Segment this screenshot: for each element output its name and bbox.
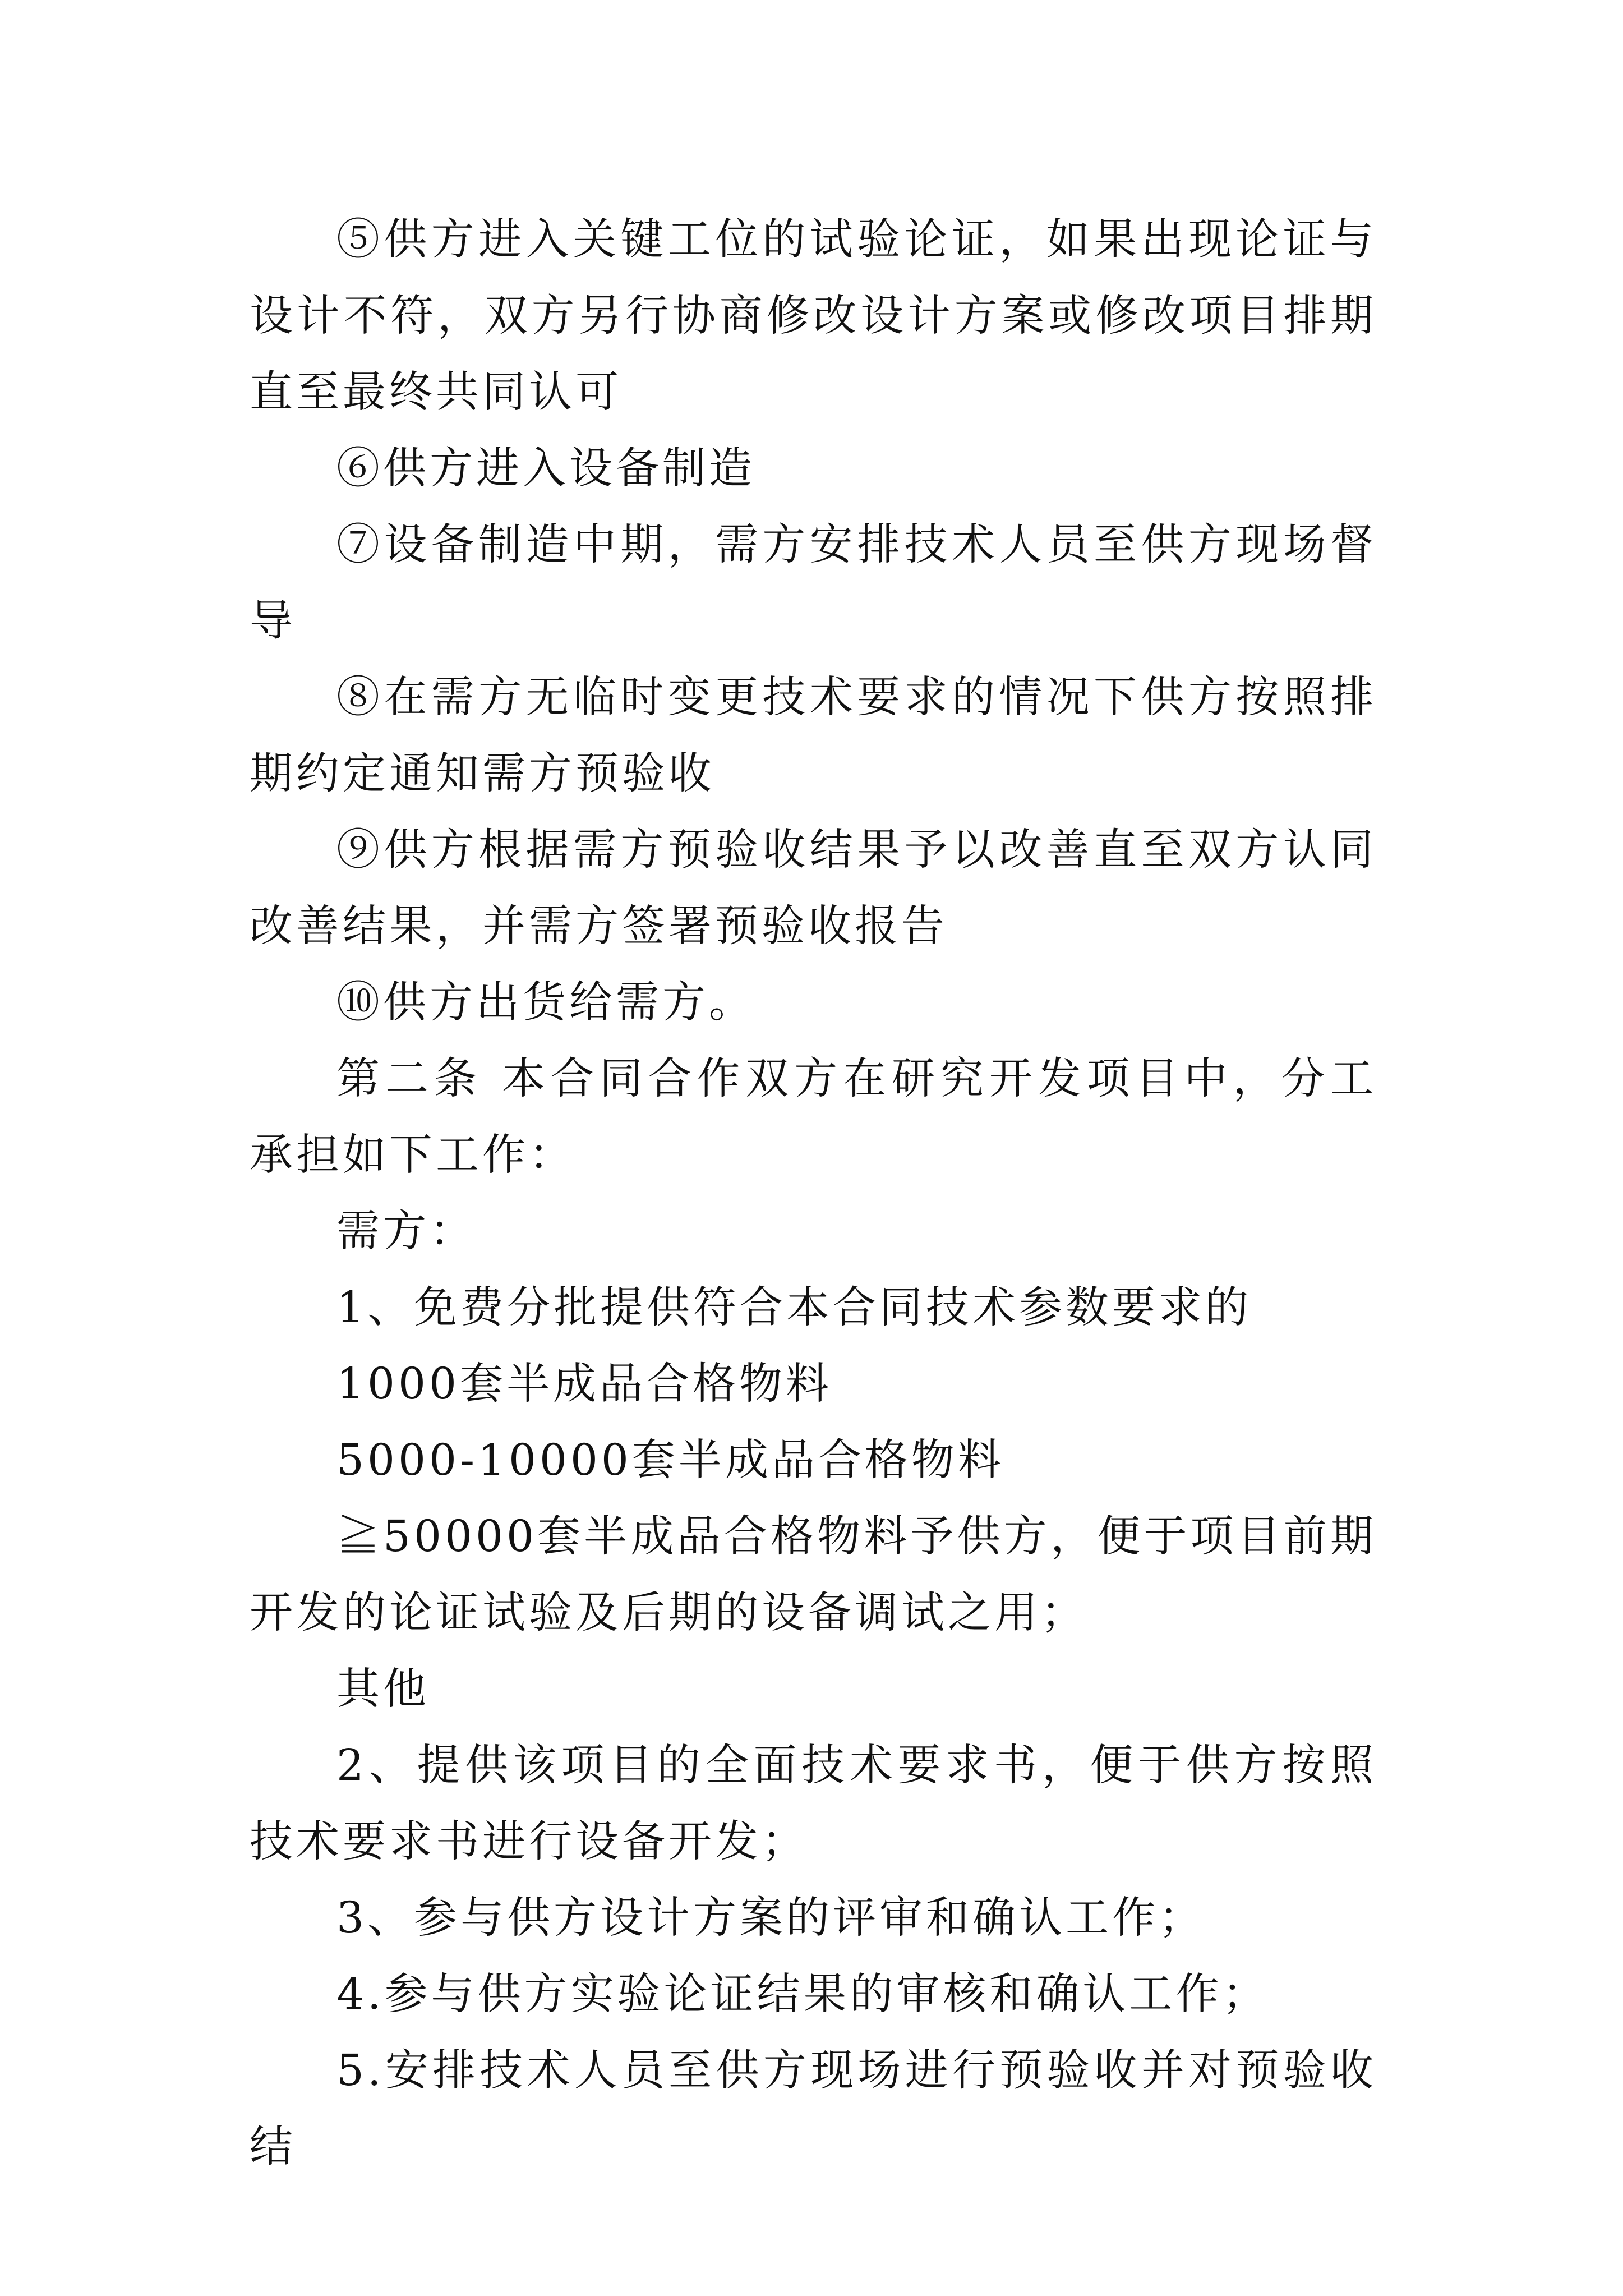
paragraph-step-6: ⑥供方进入设备制造 <box>336 444 755 494</box>
paragraph-step-5: ⑤供方进入关键工位的试验论证，如果出现论证与设计不符，双方另行协商修改设计方案或修改项目排期直至最终共同认可 <box>250 215 1377 417</box>
paragraph-step-7: ⑦设备制造中期，需方安排技术人员至供方现场督导 <box>250 520 1377 646</box>
paragraph-item-1: 1、免费分批提供符合本合同技术参数要求的 <box>336 1283 1252 1333</box>
contract-body-text <box>250 202 1377 2185</box>
paragraph-item-2: 2、提供该项目的全面技术要求书，便于供方按照技术要求书进行设备开发； <box>250 1741 1377 1867</box>
paragraph-qty-1000: 1000套半成品合格物料 <box>336 1359 832 1409</box>
paragraph-qty-50000: ≧50000套半成品合格物料予供方，便于项目前期开发的论证试验及后期的设备调试之用； <box>250 1512 1377 1638</box>
paragraph-item-3: 3、参与供方设计方案的评审和确认工作； <box>336 1893 1205 1943</box>
paragraph-article-2: 第二条 本合同合作双方在研究开发项目中，分工承担如下工作： <box>250 1054 1377 1180</box>
paragraph-item-4: 4.参与供方实验论证结果的审核和确认工作； <box>336 1970 1269 2019</box>
paragraph-buyer-heading: 需方： <box>336 1207 476 1257</box>
paragraph-other: 其他 <box>336 1664 430 1714</box>
paragraph-step-9: ⑨供方根据需方预验收结果予以改善直至双方认同改善结果，并需方签署预验收报告 <box>250 825 1377 951</box>
paragraph-qty-5000-10000: 5000-10000套半成品合格物料 <box>336 1435 1004 1485</box>
paragraph-item-5: 5.安排技术人员至供方现场进行预验收并对预验收结 <box>250 2046 1377 2172</box>
paragraph-step-10: ⑩供方出货给需方。 <box>336 978 755 1028</box>
paragraph-step-8: ⑧在需方无临时变更技术要求的情况下供方按照排期约定通知需方预验收 <box>250 673 1377 799</box>
